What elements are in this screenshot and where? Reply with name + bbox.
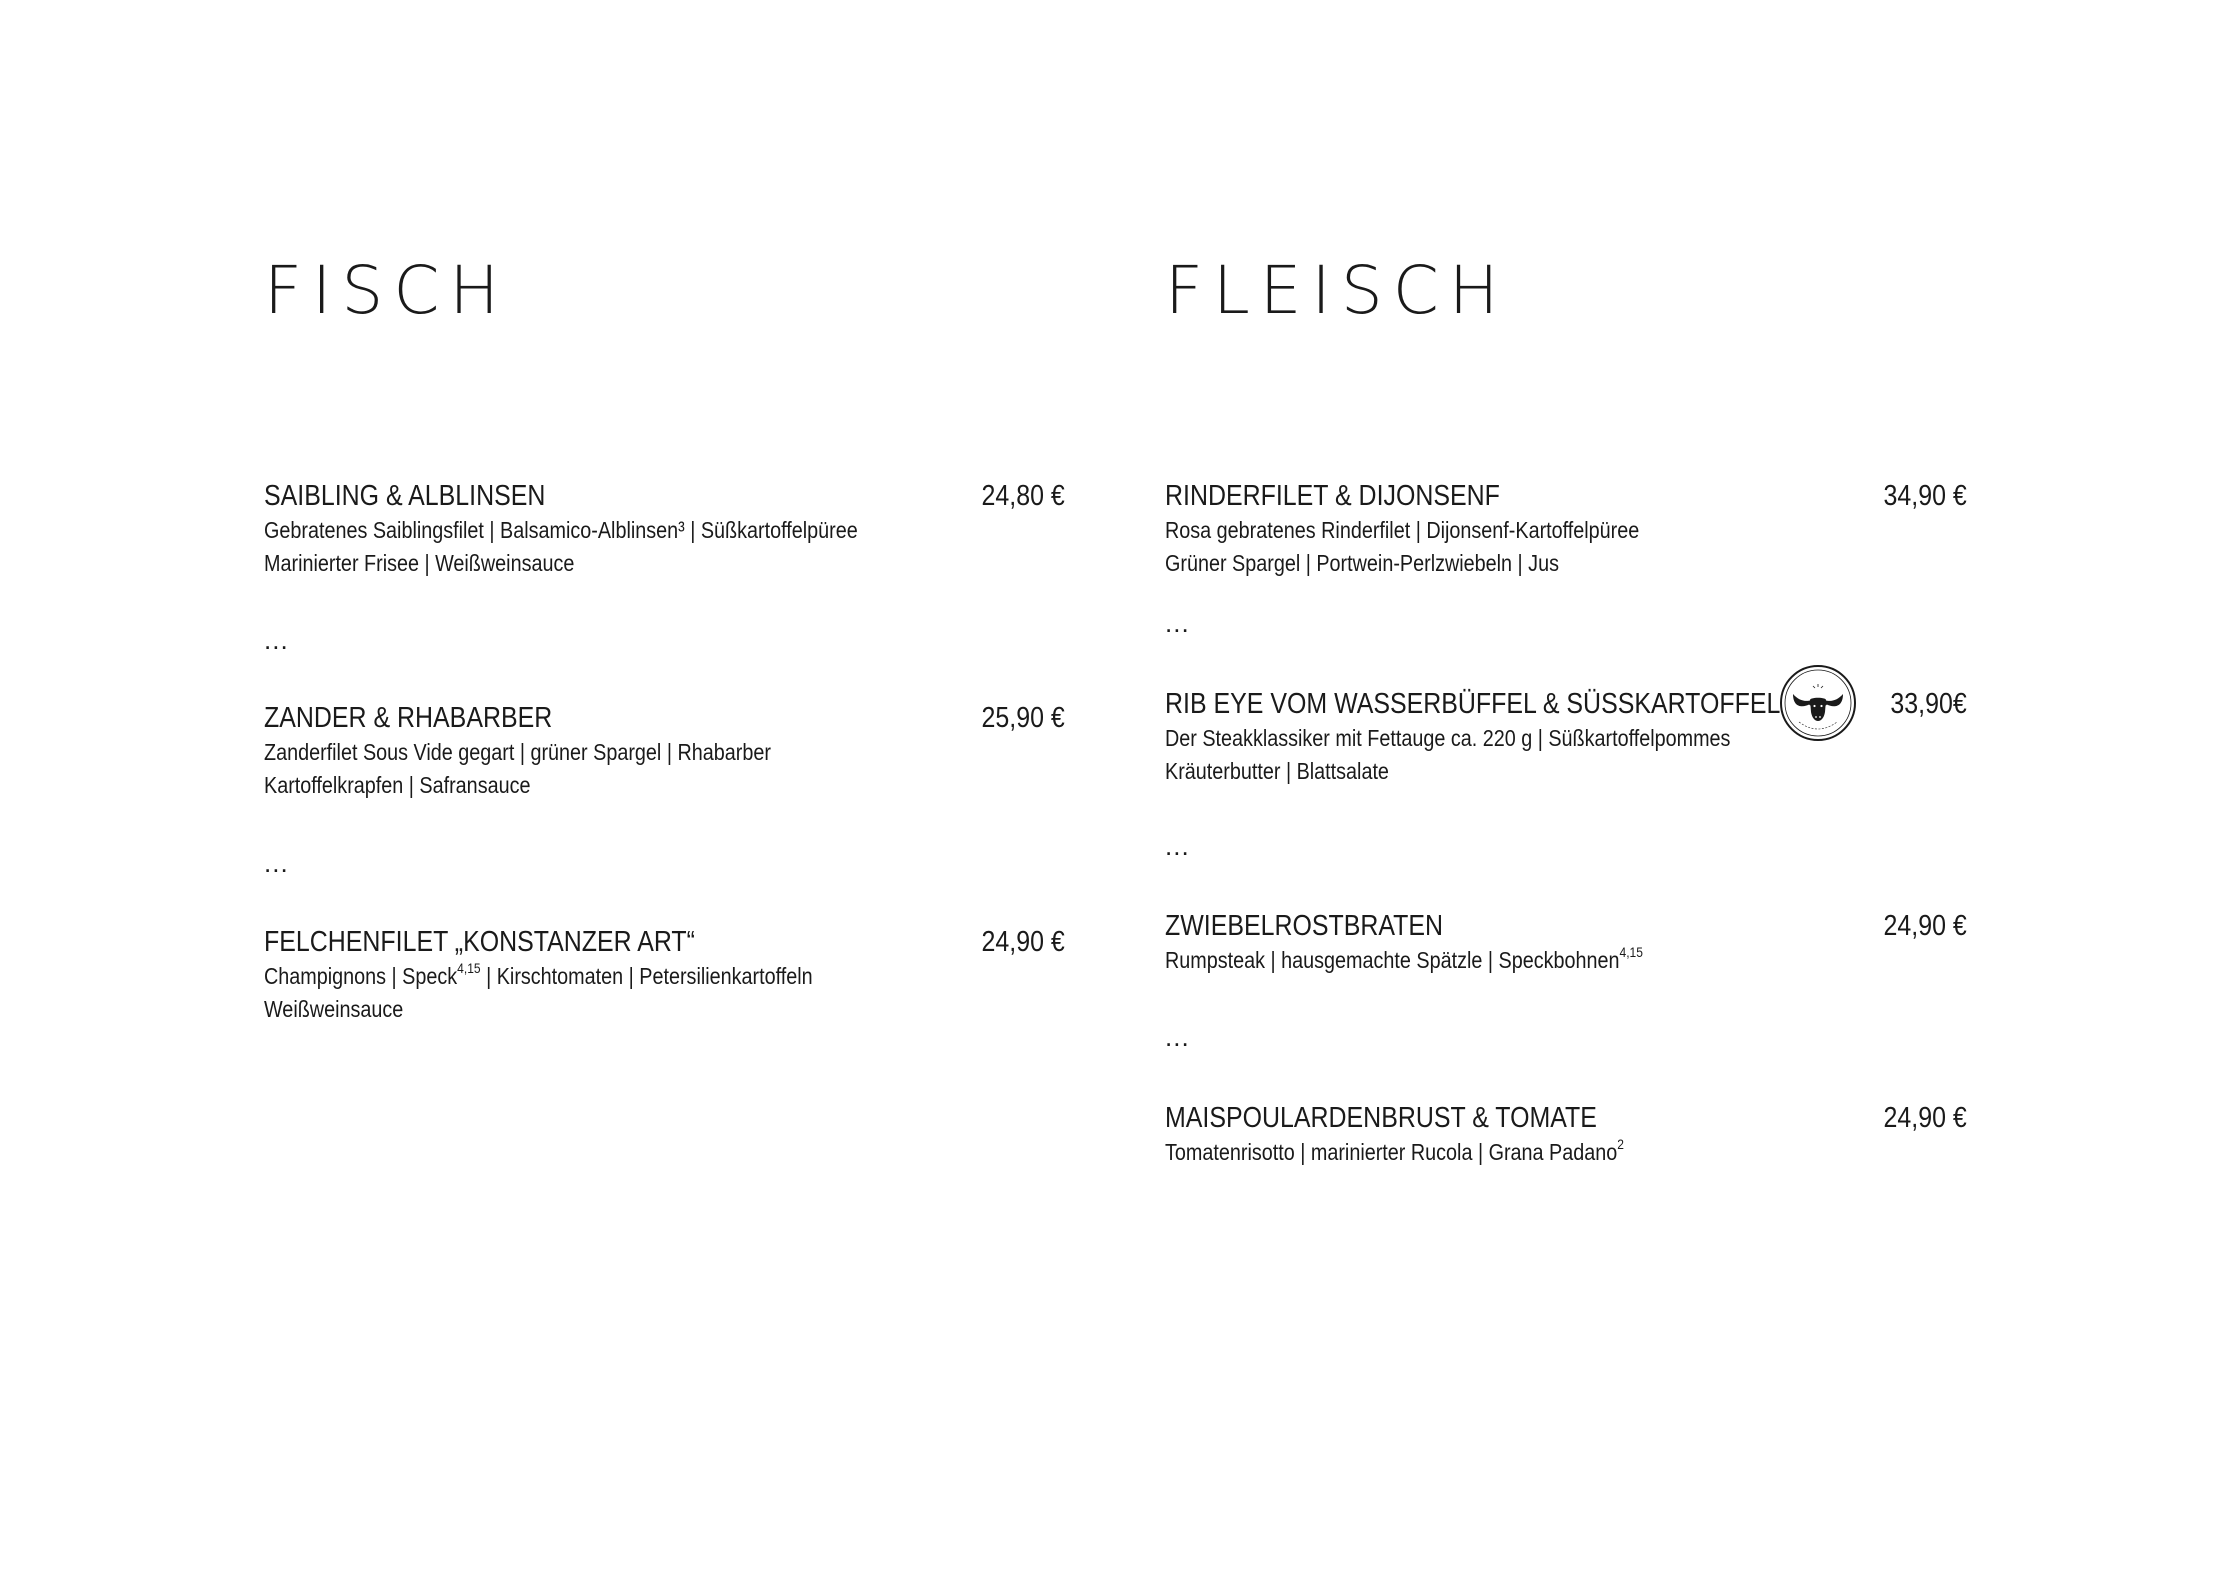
separator-ellipsis: ...: [1165, 831, 1190, 861]
dish-description-line: [1165, 1136, 1855, 1169]
separator-ellipsis: ...: [1165, 608, 1190, 638]
dish-description-line: [1165, 944, 1855, 977]
dish-description-line: Rosa gebratenes Rinderfilet | Dijonsenf-Kartoffelpüree: [1165, 517, 1640, 543]
desc-text: Rumpsteak | hausgemachte Spätzle | Speckbohnen: [1165, 947, 1620, 973]
dish-header: [1165, 910, 1967, 944]
dish-name: FELCHENFILET „KONSTANZER ART“: [264, 926, 695, 958]
dish-description-line: Der Steakklassiker mit Fettauge ca. 220 g | Süßkartoffelpommes: [1165, 725, 1731, 751]
dish-price: 34,90 €: [1883, 480, 1967, 512]
dish-description-line: Kartoffelkrapfen | Safransauce: [264, 772, 531, 798]
separator-ellipsis: ...: [1165, 1022, 1190, 1052]
allergen-superscript: 2: [1617, 1136, 1624, 1153]
buffalo-logo-icon: [1779, 664, 1857, 742]
allergen-superscript: 4,15: [1619, 944, 1643, 961]
dish-description-line: Marinierter Frisee | Weißweinsauce: [264, 550, 575, 576]
dish-price: 24,80 €: [981, 480, 1065, 512]
dish-price: 24,90 €: [1883, 1102, 1967, 1134]
dish-description-line: Zanderfilet Sous Vide gegart | grüner Spargel | Rhabarber: [264, 739, 771, 765]
allergen-superscript: 4,15: [457, 960, 481, 977]
dish-price: 33,90€: [1890, 688, 1967, 720]
dish-description: [1165, 722, 1855, 788]
dish-rinderfilet: [1165, 480, 1967, 580]
dish-description-line: [264, 960, 952, 993]
dish-header: [1165, 480, 1967, 514]
dish-maispoulardenbrust: [1165, 1102, 1967, 1169]
dish-saibling: [264, 480, 1064, 580]
dish-description: [1165, 1136, 1855, 1169]
dish-description-line: Grüner Spargel | Portwein-Perlzwiebeln | Jus: [1165, 550, 1559, 576]
dish-description: [1165, 514, 1855, 580]
dish-description: [264, 960, 952, 1026]
dish-description: [1165, 944, 1855, 977]
dish-description: [264, 736, 952, 802]
dish-price: 24,90 €: [981, 926, 1065, 958]
dish-description: [264, 514, 952, 580]
desc-text: | Kirschtomaten | Petersilienkartoffeln: [480, 963, 813, 989]
dish-name: SAIBLING & ALBLINSEN: [264, 480, 546, 512]
dish-name: RIB EYE VOM WASSERBÜFFEL & SÜSSKARTOFFEL: [1165, 688, 1781, 720]
dish-name: ZANDER & RHABARBER: [264, 702, 553, 734]
desc-text: Tomatenrisotto | marinierter Rucola | Grana Padano: [1165, 1139, 1618, 1165]
buffalo-logo-icon: [1779, 664, 1857, 742]
dish-name: ZWIEBELROSTBRATEN: [1165, 910, 1444, 942]
dish-description-line: Gebratenes Saiblingsfilet | Balsamico-Alblinsen³ | Süßkartoffelpüree: [264, 517, 858, 543]
dish-header: [1165, 1102, 1967, 1136]
dish-description-line: Weißweinsauce: [264, 996, 404, 1022]
dish-header: [264, 480, 1064, 514]
separator-ellipsis: ...: [264, 625, 289, 655]
dish-price: 24,90 €: [1883, 910, 1967, 942]
dish-description-line: Kräuterbutter | Blattsalate: [1165, 758, 1389, 784]
dish-header: [264, 926, 1064, 960]
fisch-section-title: FISCH: [264, 252, 510, 329]
dish-header: [264, 702, 1064, 736]
dish-zander: [264, 702, 1064, 802]
dish-name: MAISPOULARDENBRUST & TOMATE: [1165, 1102, 1597, 1134]
dish-name: RINDERFILET & DIJONSENF: [1165, 480, 1500, 512]
fleisch-section-title: FLEISCH: [1165, 252, 1509, 329]
desc-text: Champignons | Speck: [264, 963, 458, 989]
separator-ellipsis: ...: [264, 848, 289, 878]
dish-price: 25,90 €: [981, 702, 1065, 734]
dish-zwiebelrostbraten: [1165, 910, 1967, 977]
dish-felchenfilet: [264, 926, 1064, 1026]
